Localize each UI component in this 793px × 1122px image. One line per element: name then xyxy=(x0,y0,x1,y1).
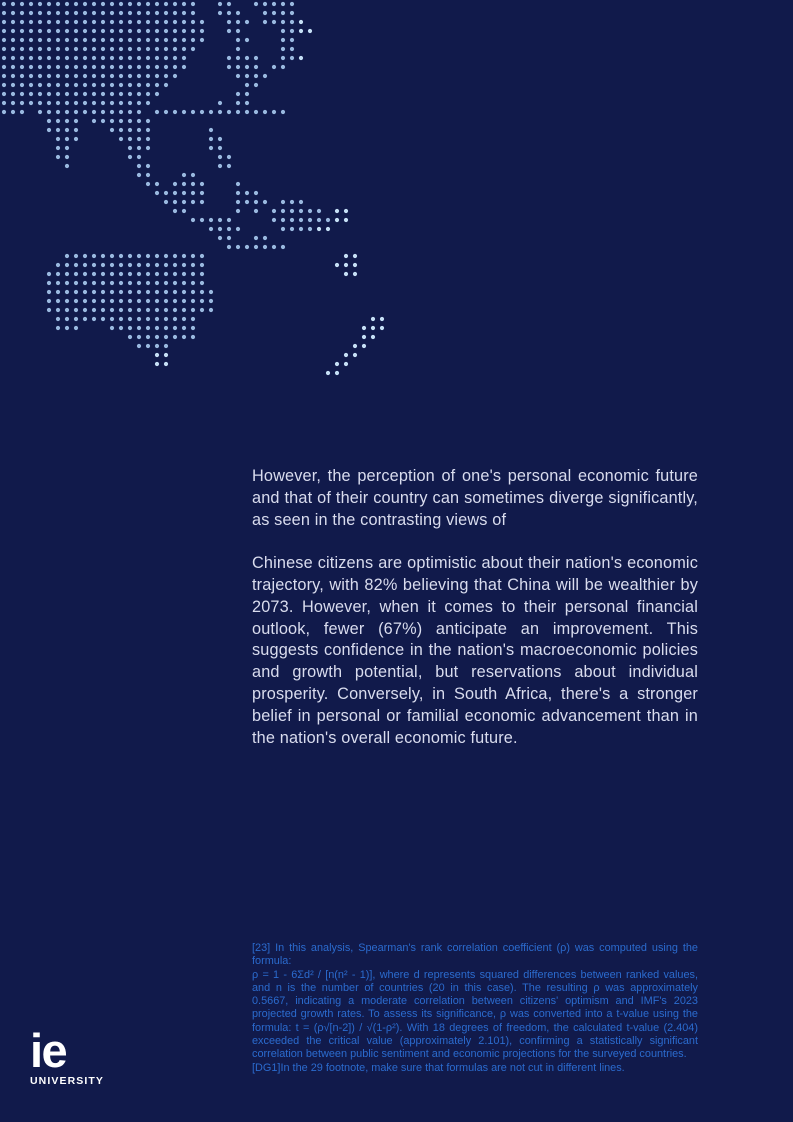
body-paragraph-2: Chinese citizens are optimistic about their nation's economic trajectory, with 82% believing that China will be wealthier by 2073. However, when it comes to their personal financial outlook, fewer (67%) anticipate an improvement. This suggests confidence in the nation's macroeconomic policies and growth potential, but reservations about individual prosperity. Conversely, in South Africa, there's a stronger belief in personal or familial economic advancement than in the nation's overall economic future. xyxy=(252,554,698,747)
footnote-paragraph-formula: ρ = 1 - 6Σd² / [n(n² - 1)], where d represents squared differences between ranked values, and n is the number of countries (20 in this case). The resulting ρ was approximately 0.5667, indicating a moderate correlation between citizens' optimism and IMF's 2023 projected growth rates. To assess its significance, ρ was converted into a t-value using the formula: t = (ρ√[n-2]) / √(1-ρ²). With 18 degrees of freedom, the calculated t-value (2.404) exceeded the critical value (approximately 2.101), confirming a statistically significant correlation between public sentiment and economic projections for the surveyed countries. xyxy=(252,968,698,1061)
dotted-world-map-asia-pacific-icon xyxy=(0,0,432,386)
footnote-paragraph-23: [23] In this analysis, Spearman's rank correlation coefficient (ρ) was computed using the formula: xyxy=(252,942,698,968)
body-text-block xyxy=(252,466,698,749)
footnote-block xyxy=(252,942,698,1075)
footnote-paragraph-dg1: [DG1]In the 29 footnote, make sure that formulas are not cut in different lines. xyxy=(252,1061,625,1074)
ie-university-logo xyxy=(30,1024,105,1087)
logo-wordmark: ie xyxy=(30,1024,67,1077)
logo-subtitle: UNIVERSITY xyxy=(30,1075,105,1087)
body-paragraph-1: However, the perception of one's personal economic future and that of their country can sometimes diverge significantly, as seen in the contrasting views of xyxy=(252,467,698,529)
